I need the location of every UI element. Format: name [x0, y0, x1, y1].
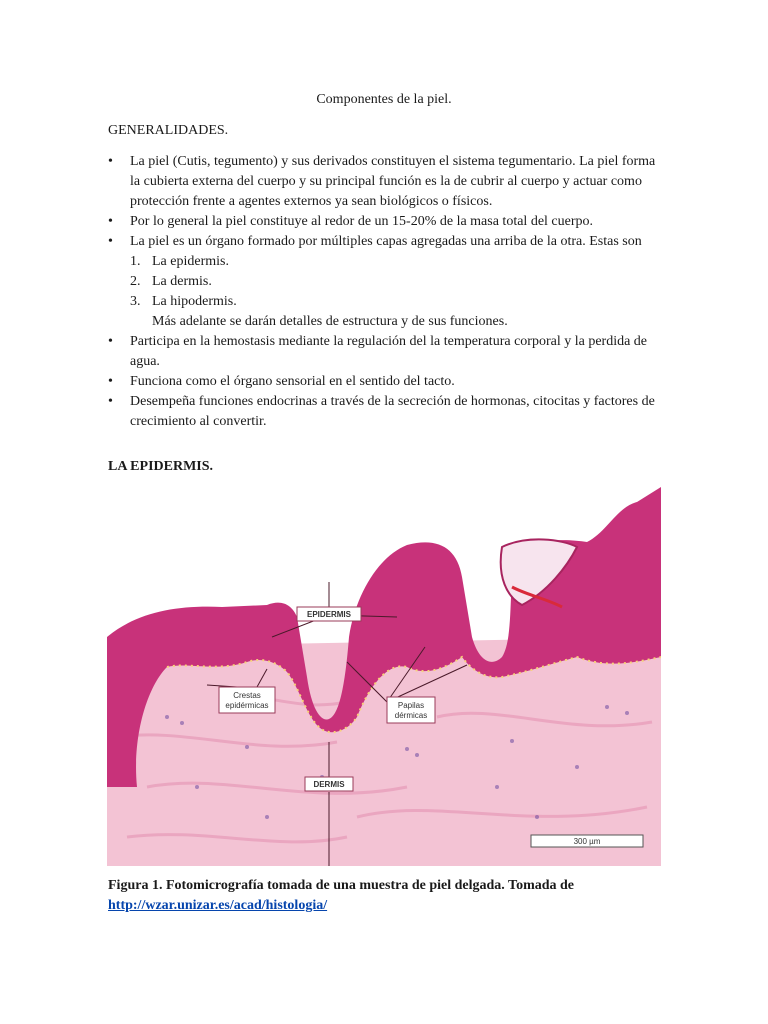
- list-item-text: Por lo general la piel constituye al redor de un 15-20% de la masa total del cuerpo.: [130, 214, 594, 229]
- list-item: [108, 392, 668, 432]
- bullet-icon: •: [108, 394, 113, 409]
- list-item: [108, 372, 668, 392]
- label-epidermis: [297, 607, 361, 621]
- bullet-icon: •: [108, 214, 113, 229]
- label-crestas-epidermicas: [219, 687, 275, 713]
- list-item: [108, 152, 668, 212]
- list-item-text: Funciona como el órgano sensorial en el sentido del tacto.: [130, 374, 455, 389]
- svg-text:300 µm: 300 µm: [573, 837, 601, 846]
- layer-text: La dermis.: [152, 274, 212, 289]
- list-item-text: La piel (Cutis, tegumento) y sus derivados constituyen el sistema tegumentario. La piel forma la cubierta externa del cuerpo y su principal función es la de cubrir al cuerpo y actuar como protección frente a agentes externos ya sean biológicos o físicos.: [130, 154, 656, 209]
- scale-bar: [531, 835, 643, 847]
- svg-text:DERMIS: DERMIS: [313, 780, 345, 789]
- list-item: [108, 232, 668, 332]
- list-item-text: La piel es un órgano formado por múltiples capas agregadas una arriba de la otra. Estas son: [130, 234, 642, 249]
- svg-text:EPIDERMIS: EPIDERMIS: [306, 610, 352, 619]
- bullet-icon: •: [108, 154, 113, 169]
- layer-item: [130, 272, 668, 292]
- layer-number: 2.: [130, 274, 141, 289]
- layer-item: [130, 252, 668, 272]
- document-title: Componentes de la piel.: [316, 92, 452, 107]
- svg-text:epidérmicas: epidérmicas: [225, 701, 269, 710]
- list-item: [108, 212, 668, 232]
- layers-note: Más adelante se darán detalles de estructura y de sus funciones.: [152, 314, 508, 329]
- bullet-icon: •: [108, 334, 113, 349]
- list-item-text: Participa en la hemostasis mediante la regulación del la temperatura corporal y la perdida de agua.: [130, 334, 648, 369]
- section-heading-epidermis: LA EPIDERMIS.: [108, 459, 214, 474]
- section-heading-generalidades: GENERALIDADES.: [108, 123, 229, 138]
- figure-caption: [108, 876, 668, 916]
- label-dermis: [305, 777, 353, 791]
- layer-text: La hipodermis.: [152, 294, 237, 309]
- list-item-text: Desempeña funciones endocrinas a través de la secreción de hormonas, citocitas y factores de crecimiento al convertir.: [130, 394, 655, 429]
- svg-text:Papilas: Papilas: [397, 701, 425, 710]
- layer-text: La epidermis.: [152, 254, 229, 269]
- svg-text:dérmicas: dérmicas: [394, 711, 428, 720]
- svg-text:Crestas: Crestas: [233, 691, 261, 700]
- source-link[interactable]: http://wzar.unizar.es/acad/histologia/: [108, 898, 328, 913]
- layer-number: 3.: [130, 294, 141, 309]
- caption-text: Figura 1. Fotomicrografía tomada de una muestra de piel delgada. Tomada de: [108, 878, 575, 893]
- layer-item: [130, 292, 668, 312]
- list-item: [108, 332, 668, 372]
- generalidades-list: [108, 152, 668, 432]
- bullet-icon: •: [108, 374, 113, 389]
- skin-micrograph: [107, 487, 661, 866]
- bullet-icon: •: [108, 234, 113, 249]
- label-papilas-dermicas: [387, 697, 435, 723]
- skin-micrograph-figure: [107, 487, 661, 866]
- layer-number: 1.: [130, 254, 141, 269]
